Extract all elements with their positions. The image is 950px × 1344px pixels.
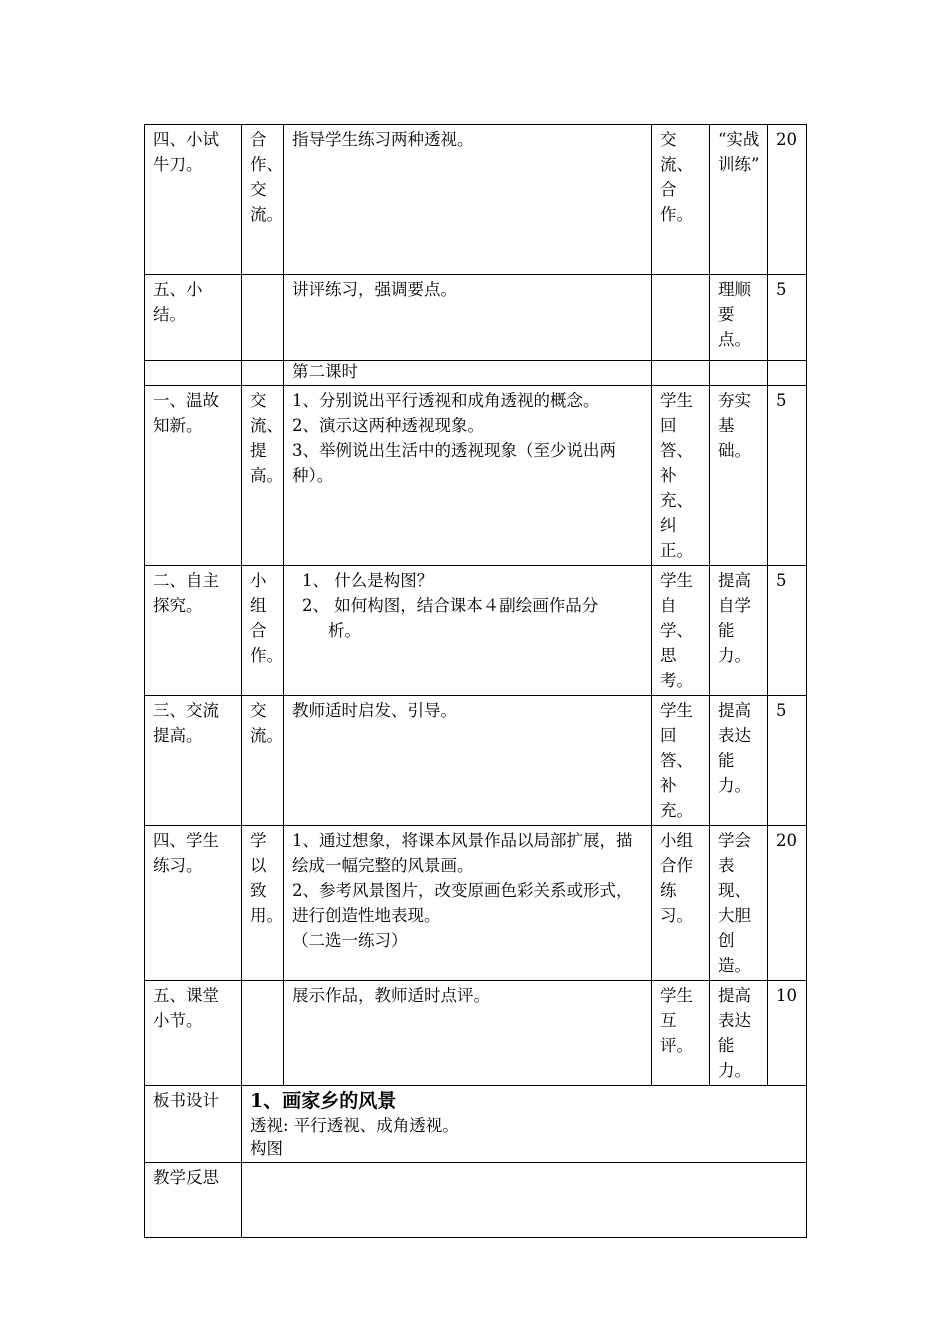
lesson-plan-table — [144, 124, 807, 1238]
board-title: 1、画家乡的风景 — [250, 1090, 397, 1112]
minutes-cell: 20 — [768, 826, 807, 981]
method-cell — [242, 981, 284, 1086]
minutes-cell: 5 — [768, 696, 807, 826]
purpose-cell: 提高自学能力。 — [710, 566, 768, 696]
method-cell: 交流、提高。 — [242, 386, 284, 566]
purpose-cell: 理顺要点。 — [710, 275, 768, 361]
content-cell — [284, 566, 652, 696]
minutes-cell: 10 — [768, 981, 807, 1086]
method-cell: 合作、交流。 — [242, 125, 284, 275]
content-cell — [284, 275, 652, 361]
purpose-cell: “实战训练” — [710, 125, 768, 275]
method-cell — [242, 361, 284, 386]
method-cell: 交流。 — [242, 696, 284, 826]
table-row — [145, 826, 807, 981]
reflection-content — [242, 1163, 807, 1238]
stage-cell: 一、温故知新。 — [145, 386, 242, 566]
board-line: 透视: 平行透视、成角透视。 — [250, 1116, 459, 1135]
stage-cell: 四、小试牛刀。 — [145, 125, 242, 275]
stage-cell: 五、课堂小节。 — [145, 981, 242, 1086]
section-title: 第二课时 — [292, 362, 358, 381]
student-cell: 小组合作练习。 — [652, 826, 710, 981]
content-line: 1、分别说出平行透视和成角透视的概念。 — [292, 391, 600, 410]
content-line: 2、 如何构图，结合课本４副绘画作品分 — [302, 596, 599, 615]
purpose-cell — [710, 361, 768, 386]
reflection-row — [145, 1163, 807, 1238]
table-row — [145, 125, 807, 275]
table-row — [145, 361, 807, 386]
section-title-cell — [284, 361, 652, 386]
stage-cell: 五、小结。 — [145, 275, 242, 361]
stage-cell: 四、学生练习。 — [145, 826, 242, 981]
board-design-label: 板书设计 — [145, 1086, 242, 1163]
content-line: 3、举例说出生活中的透视现象（至少说出两种）。 — [292, 441, 616, 485]
method-cell: 小组合作。 — [242, 566, 284, 696]
content-cell — [284, 696, 652, 826]
purpose-cell: 提高表达能力。 — [710, 696, 768, 826]
student-cell: 学生回答、补充、纠正。 — [652, 386, 710, 566]
purpose-cell: 提高表达能力。 — [710, 981, 768, 1086]
minutes-cell: 20 — [768, 125, 807, 275]
table-row — [145, 275, 807, 361]
minutes-cell — [768, 361, 807, 386]
table-row — [145, 566, 807, 696]
stage-cell — [145, 361, 242, 386]
minutes-cell: 5 — [768, 566, 807, 696]
student-cell: 交流、合作。 — [652, 125, 710, 275]
minutes-cell: 5 — [768, 386, 807, 566]
board-design-row — [145, 1086, 807, 1163]
content-line: 2、演示这两种透视现象。 — [292, 416, 484, 435]
student-cell — [652, 361, 710, 386]
content-cell — [284, 826, 652, 981]
stage-cell: 二、自主探究。 — [145, 566, 242, 696]
content-line: 1、 什么是构图？ — [302, 571, 434, 590]
student-cell: 学生自学、思考。 — [652, 566, 710, 696]
content-line: 讲评练习，强调要点。 — [292, 280, 457, 299]
content-line: 2、参考风景图片，改变原画色彩关系或形式，进行创造性地表现。 — [292, 881, 633, 925]
content-line: 1、通过想象，将课本风景作品以局部扩展，描绘成一幅完整的风景画。 — [292, 831, 633, 875]
method-cell — [242, 275, 284, 361]
board-design-content — [242, 1086, 807, 1163]
table-row — [145, 981, 807, 1086]
table-row — [145, 386, 807, 566]
content-cell — [284, 386, 652, 566]
stage-cell: 三、交流提高。 — [145, 696, 242, 826]
content-line: 指导学生练习两种透视。 — [292, 130, 474, 149]
purpose-cell: 夯实基础。 — [710, 386, 768, 566]
content-line: 教师适时启发、引导。 — [292, 701, 457, 720]
content-line: 析。 — [328, 621, 361, 640]
content-cell — [284, 125, 652, 275]
student-cell: 学生互评。 — [652, 981, 710, 1086]
board-line: 构图 — [250, 1139, 283, 1158]
content-cell — [284, 981, 652, 1086]
content-line: 展示作品，教师适时点评。 — [292, 986, 490, 1005]
student-cell: 学生回答、补充。 — [652, 696, 710, 826]
table-row — [145, 696, 807, 826]
student-cell — [652, 275, 710, 361]
minutes-cell: 5 — [768, 275, 807, 361]
method-cell: 学以致用。 — [242, 826, 284, 981]
content-line: （二选一练习） — [292, 931, 408, 950]
purpose-cell: 学会表现、大胆创造。 — [710, 826, 768, 981]
reflection-label: 教学反思 — [145, 1163, 242, 1238]
